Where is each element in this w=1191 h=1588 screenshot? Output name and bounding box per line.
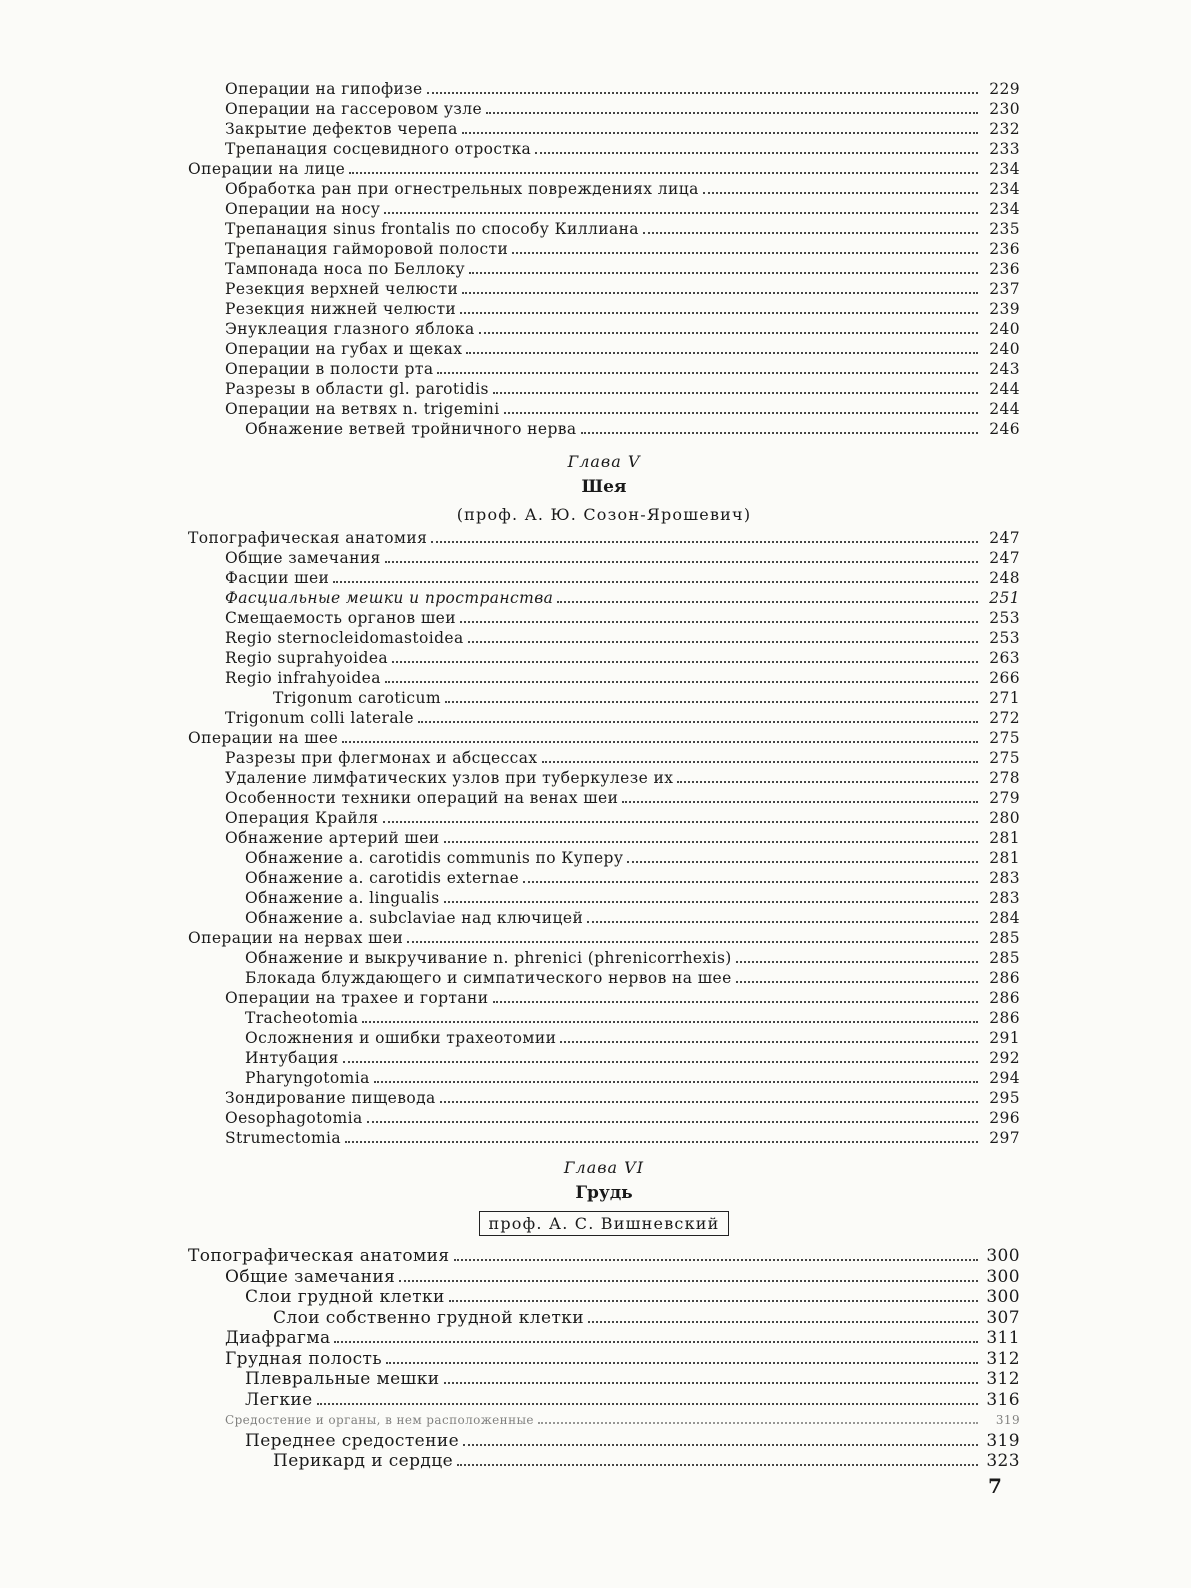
dot-leader	[460, 621, 978, 623]
dot-leader	[383, 821, 979, 823]
toc-entry-title: Разрезы при флегмонах и абсцессах	[225, 749, 538, 767]
dot-leader	[523, 881, 978, 883]
toc-entry-page: 230	[989, 100, 1020, 118]
toc-entry-page: 307	[986, 1307, 1020, 1328]
toc-entry-title: Операции на ветвях n. trigemini	[225, 400, 500, 418]
toc-entry-page: 286	[989, 989, 1020, 1007]
toc-entry-title: Операции на трахее и гортани	[225, 989, 489, 1007]
dot-leader	[418, 721, 978, 723]
toc-entry-title: Трепанация гайморовой полости	[225, 240, 509, 258]
toc-entry-page: 272	[989, 709, 1020, 727]
toc-entry-page: 291	[989, 1029, 1020, 1047]
toc-entry-title: Обнажение a. carotidis communis по Куперу	[245, 849, 624, 867]
toc-entry	[188, 728, 1020, 748]
toc-entry-title: Обработка ран при огнестрельных повреждениях лица	[225, 180, 699, 198]
dot-leader	[677, 781, 978, 783]
toc-entry-title: Операции на шее	[188, 729, 339, 747]
toc-entry	[188, 1048, 1020, 1068]
toc-entry-title: Плевральные мешки	[245, 1369, 440, 1389]
toc-entry-page: 323	[986, 1451, 1020, 1471]
dot-leader	[444, 1382, 979, 1384]
toc-entry-page: 297	[989, 1129, 1020, 1147]
toc-entry-page: 236	[989, 240, 1020, 258]
toc-entry	[188, 1431, 1020, 1452]
toc-entry-page: 235	[989, 220, 1020, 238]
toc-entry-page: 300	[986, 1246, 1020, 1266]
toc-entry-title: Операции в полости рта	[225, 360, 434, 378]
dot-leader	[588, 1321, 978, 1323]
dot-leader	[317, 1403, 978, 1405]
toc-entry-page: 239	[989, 300, 1020, 318]
toc-entry-title: Tracheotomia	[245, 1009, 359, 1027]
toc-entry-page: 319	[995, 1413, 1020, 1427]
toc-entry	[188, 419, 1020, 439]
toc-entry-page: 284	[989, 909, 1020, 927]
toc-entry-page: 244	[989, 380, 1020, 398]
toc-entry	[188, 159, 1020, 179]
toc-entry-title: Обнажение a. lingualis	[245, 889, 440, 907]
toc-entry-page: 286	[989, 1009, 1020, 1027]
dot-leader	[479, 332, 978, 334]
dot-leader	[342, 741, 978, 743]
dot-leader	[463, 1444, 978, 1446]
dot-leader	[462, 292, 978, 294]
chapter-6-author-text: проф. А. С. Вишневский	[479, 1211, 728, 1236]
toc-entry	[188, 119, 1020, 139]
toc-entry-title: Перикард и сердце	[273, 1451, 454, 1471]
dot-leader	[427, 92, 978, 94]
toc-entry-title: Обнажение артерий шеи	[225, 829, 440, 847]
toc-entry-page: 275	[989, 749, 1020, 767]
toc-entry-page: 278	[989, 769, 1020, 787]
toc-entry-page: 253	[989, 629, 1020, 647]
toc-entry	[188, 708, 1020, 728]
toc-entry-page: 316	[986, 1389, 1020, 1410]
toc-entry-title: Фасциальные мешки и пространства	[225, 589, 554, 607]
toc-entry	[188, 768, 1020, 788]
toc-entry-page: 237	[989, 280, 1020, 298]
dot-leader	[333, 581, 978, 583]
toc-entry	[188, 399, 1020, 419]
dot-leader	[542, 761, 978, 763]
dot-leader	[343, 1061, 978, 1063]
toc-entry	[188, 179, 1020, 199]
toc-entry	[188, 648, 1020, 668]
toc-entry-title: Oesophagotomia	[225, 1109, 363, 1127]
toc-entry-title: Pharyngotomia	[245, 1069, 370, 1087]
dot-leader	[440, 1101, 978, 1103]
toc-entry-page: 312	[986, 1369, 1020, 1389]
toc-entry-page: 275	[989, 729, 1020, 747]
dot-leader	[587, 921, 978, 923]
toc-entry	[188, 1246, 1020, 1267]
toc-entry-title: Переднее средостение	[245, 1430, 460, 1451]
toc-entry-title: Regio sternocleidomastoidea	[225, 629, 464, 647]
toc-entry-page: 240	[989, 320, 1020, 338]
toc-entry-title: Обнажение и выкручивание n. phrenici (phrenicorrhexis)	[245, 949, 732, 967]
toc-entry	[188, 868, 1020, 888]
dot-leader	[703, 192, 978, 194]
toc-entry-title: Легкие	[245, 1389, 313, 1410]
toc-entry-page: 285	[989, 929, 1020, 947]
dot-leader	[385, 681, 978, 683]
toc-entry	[188, 588, 1020, 608]
toc-entry	[188, 1328, 1020, 1349]
toc-entry	[188, 79, 1020, 99]
toc-entry-page: 247	[989, 529, 1020, 547]
toc-entry-page: 280	[989, 809, 1020, 827]
toc-entry-page: 240	[989, 340, 1020, 358]
toc-entry	[188, 1068, 1020, 1088]
toc-entry	[188, 279, 1020, 299]
toc-entry	[188, 568, 1020, 588]
dot-leader	[445, 701, 978, 703]
toc-entry-page: 244	[989, 400, 1020, 418]
toc-entry-page: 234	[989, 160, 1020, 178]
dot-leader	[345, 1141, 978, 1143]
toc-entry	[188, 988, 1020, 1008]
toc-entry-page: 234	[989, 200, 1020, 218]
dot-leader	[627, 861, 978, 863]
toc-entry	[188, 1128, 1020, 1148]
toc-entry	[188, 968, 1020, 988]
dot-leader	[444, 841, 978, 843]
toc-entry	[188, 99, 1020, 119]
toc-entry-title: Особенности техники операций на венах шеи	[225, 789, 619, 807]
toc-entry	[188, 688, 1020, 708]
toc-entry	[188, 548, 1020, 568]
dot-leader	[512, 252, 978, 254]
toc-entry	[188, 1008, 1020, 1028]
toc-entry-page: 292	[989, 1049, 1020, 1067]
dot-leader	[557, 601, 978, 603]
toc-section-3	[188, 1246, 1020, 1472]
toc-entry	[188, 199, 1020, 219]
toc-entry-title: Топографическая анатомия	[188, 1246, 450, 1266]
toc-entry	[188, 928, 1020, 948]
dot-leader	[392, 661, 978, 663]
toc-entry	[188, 1108, 1020, 1128]
toc-entry-title: Операции на лице	[188, 160, 346, 178]
chapter-6-label: Глава VI	[563, 1158, 645, 1177]
dot-leader	[486, 112, 978, 114]
dot-leader	[535, 152, 978, 154]
toc-entry-page: 229	[989, 80, 1020, 98]
dot-leader	[622, 801, 978, 803]
toc-entry-page: 232	[989, 120, 1020, 138]
toc-entry-title: Тампонада носа по Беллоку	[225, 260, 466, 278]
toc-entry-title: Операции на гассеровом узле	[225, 100, 483, 118]
toc-entry	[188, 1410, 1020, 1431]
dot-leader	[736, 981, 978, 983]
chapter-5-label: Глава V	[567, 452, 641, 471]
toc-entry-title: Слои грудной клетки	[245, 1287, 445, 1307]
toc-entry	[188, 1308, 1020, 1329]
toc-entry-page: 251	[989, 589, 1020, 607]
toc-entry-page: 266	[989, 669, 1020, 687]
toc-entry	[188, 259, 1020, 279]
toc-entry-title: Фасции шеи	[225, 569, 330, 587]
toc-entry-page: 248	[989, 569, 1020, 587]
toc-entry-page: 300	[986, 1266, 1020, 1287]
toc-entry-title: Топографическая анатомия	[188, 529, 428, 547]
dot-leader	[469, 272, 978, 274]
toc-entry	[188, 239, 1020, 259]
toc-entry-title: Разрезы в области gl. parotidis	[225, 380, 489, 398]
toc-entry-page: 236	[989, 260, 1020, 278]
toc-entry-page: 312	[986, 1348, 1020, 1369]
toc-entry-title: Зондирование пищевода	[225, 1089, 436, 1107]
dot-leader	[538, 1422, 978, 1424]
dot-leader	[449, 1300, 978, 1302]
toc-entry-page: 300	[986, 1287, 1020, 1307]
toc-entry	[188, 788, 1020, 808]
toc-entry-title: Strumectomia	[225, 1129, 342, 1147]
toc-entry-page: 295	[989, 1089, 1020, 1107]
toc-entry	[188, 1088, 1020, 1108]
dot-leader	[460, 312, 978, 314]
toc-entry-title: Трепанация sinus frontalis по способу Киллиана	[225, 220, 639, 238]
toc-entry	[188, 668, 1020, 688]
toc-entry-title: Обнажение a. carotidis externae	[245, 869, 520, 887]
toc-entry-title: Закрытие дефектов черепа	[225, 120, 458, 138]
dot-leader	[362, 1021, 978, 1023]
dot-leader	[493, 392, 978, 394]
chapter-5-author: (проф. А. Ю. Созон-Ярошевич)	[456, 505, 752, 524]
toc-entry-page: 281	[989, 849, 1020, 867]
dot-leader	[468, 641, 978, 643]
toc-entry-page: 233	[989, 140, 1020, 158]
toc-entry	[188, 1287, 1020, 1308]
toc-entry-page: 294	[989, 1069, 1020, 1087]
toc-entry-title: Резекция верхней челюсти	[225, 280, 459, 298]
toc-entry	[188, 628, 1020, 648]
toc-entry	[188, 339, 1020, 359]
toc-entry-page: 253	[989, 609, 1020, 627]
page-number: 7	[988, 1474, 1002, 1498]
dot-leader	[431, 541, 978, 543]
toc-entry-title: Интубация	[245, 1049, 339, 1067]
dot-leader	[560, 1041, 978, 1043]
toc-entry-title: Regio infrahyoidea	[225, 669, 381, 687]
dot-leader	[466, 352, 978, 354]
toc-entry	[188, 359, 1020, 379]
toc-entry-title: Операции на губах и щеках	[225, 340, 463, 358]
toc-entry-title: Regio suprahyoidea	[225, 649, 389, 667]
toc-entry-page: 286	[989, 969, 1020, 987]
dot-leader	[504, 412, 978, 414]
toc-entry	[188, 888, 1020, 908]
toc-entry-title: Общие замечания	[225, 549, 381, 567]
toc-entry-page: 283	[989, 869, 1020, 887]
toc-entry-title: Общие замечания	[225, 1266, 396, 1287]
toc-entry-title: Блокада блуждающего и симпатического нервов на шее	[245, 969, 732, 987]
toc-entry-title: Обнажение ветвей тройничного нерва	[245, 420, 577, 438]
toc-entry-page: 271	[989, 689, 1020, 707]
dot-leader	[384, 212, 978, 214]
chapter-6-author	[188, 1211, 1020, 1236]
toc-entry	[188, 1349, 1020, 1370]
toc-entry	[188, 1267, 1020, 1288]
toc-entry-title: Резекция нижней челюсти	[225, 300, 457, 318]
dot-leader	[437, 372, 978, 374]
chapter-5-title: Шея	[581, 477, 627, 497]
toc-entry-page: 283	[989, 889, 1020, 907]
toc-entry-title: Trigonum caroticum	[273, 689, 441, 707]
toc-entry	[188, 299, 1020, 319]
toc-entry-page: 234	[989, 180, 1020, 198]
toc-entry	[188, 1369, 1020, 1390]
dot-leader	[407, 941, 978, 943]
dot-leader	[334, 1341, 978, 1343]
toc-entry-page: 243	[989, 360, 1020, 378]
toc-entry	[188, 319, 1020, 339]
toc-entry-title: Удаление лимфатических узлов при туберкулезе их	[225, 769, 674, 787]
toc-entry-title: Трепанация сосцевидного отростка	[225, 140, 532, 158]
dot-leader	[367, 1121, 978, 1123]
toc-entry	[188, 808, 1020, 828]
toc-entry	[188, 828, 1020, 848]
toc-entry-title: Средостение и органы, в нем расположенные	[225, 1413, 534, 1427]
dot-leader	[462, 132, 978, 134]
toc-entry-title: Диафрагма	[225, 1328, 331, 1348]
dot-leader	[386, 1362, 978, 1364]
toc-entry-title: Операция Крайля	[225, 809, 379, 827]
toc-section-2	[188, 528, 1020, 1148]
dot-leader	[457, 1464, 978, 1466]
toc-entry-title: Операции на гипофизе	[225, 80, 423, 98]
dot-leader	[349, 172, 978, 174]
toc-entry-page: 246	[989, 420, 1020, 438]
toc-entry	[188, 608, 1020, 628]
toc-entry-page: 279	[989, 789, 1020, 807]
toc-entry-page: 296	[989, 1109, 1020, 1127]
toc-entry	[188, 379, 1020, 399]
toc-entry	[188, 908, 1020, 928]
toc-entry-title: Смещаемость органов шеи	[225, 609, 456, 627]
toc-entry-title: Операции на нервах шеи	[188, 929, 404, 947]
chapter-6-title: Грудь	[575, 1183, 633, 1203]
toc-entry-page: 263	[989, 649, 1020, 667]
toc-entry	[188, 139, 1020, 159]
dot-leader	[643, 232, 978, 234]
toc-entry	[188, 748, 1020, 768]
dot-leader	[454, 1259, 978, 1261]
toc-entry	[188, 948, 1020, 968]
chapter-6-heading	[188, 1158, 1020, 1236]
toc-entry	[188, 219, 1020, 239]
toc-entry-title: Слои собственно грудной клетки	[273, 1307, 585, 1328]
toc-entry	[188, 528, 1020, 548]
toc-entry-title: Trigonum colli laterale	[225, 709, 414, 727]
toc-entry-page: 285	[989, 949, 1020, 967]
toc-entry	[188, 848, 1020, 868]
dot-leader	[736, 961, 978, 963]
dot-leader	[493, 1001, 979, 1003]
dot-leader	[374, 1081, 978, 1083]
dot-leader	[399, 1280, 978, 1282]
toc-entry-title: Энуклеация глазного яблока	[225, 320, 475, 338]
toc-entry	[188, 1451, 1020, 1472]
toc-entry-page: 247	[989, 549, 1020, 567]
toc-entry-page: 319	[986, 1430, 1020, 1451]
dot-leader	[444, 901, 978, 903]
toc-entry-title: Грудная полость	[225, 1348, 382, 1369]
chapter-5-heading	[188, 452, 1020, 524]
dot-leader	[581, 432, 978, 434]
dot-leader	[385, 561, 978, 563]
toc-entry-page: 311	[986, 1328, 1020, 1348]
toc-entry-title: Обнажение a. subclaviae над ключицей	[245, 909, 584, 927]
toc-entry	[188, 1390, 1020, 1411]
toc-entry	[188, 1028, 1020, 1048]
toc-entry-title: Операции на носу	[225, 200, 381, 218]
toc-entry-page: 281	[989, 829, 1020, 847]
toc-section-1	[188, 79, 1020, 439]
toc-entry-title: Осложнения и ошибки трахеотомии	[245, 1029, 557, 1047]
